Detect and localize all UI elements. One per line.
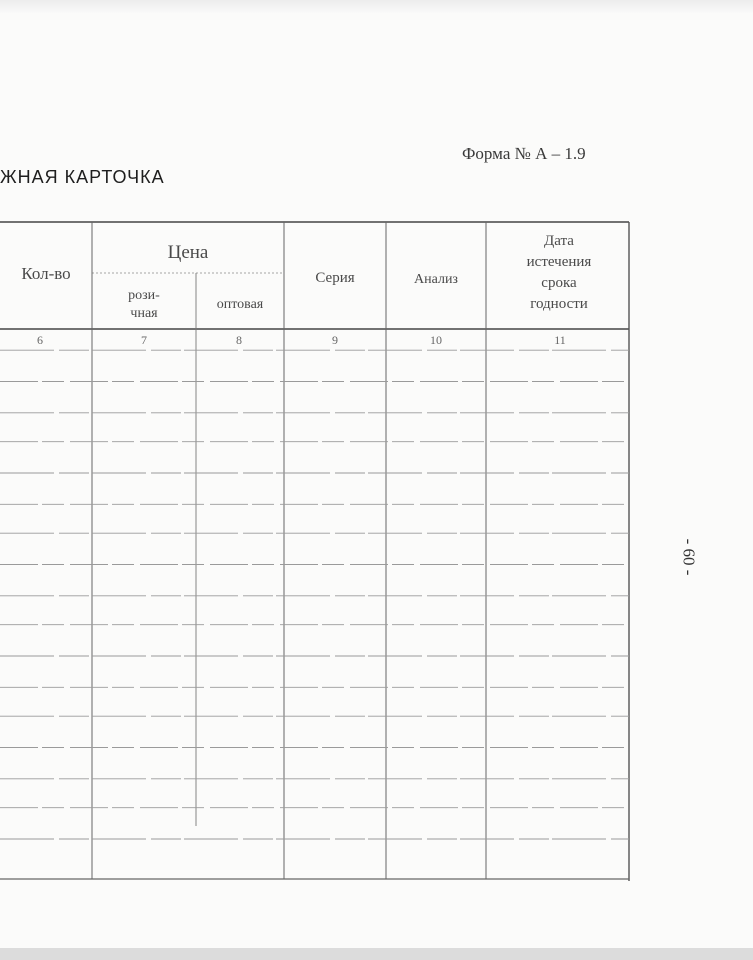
scan-bottom-edge bbox=[0, 948, 753, 960]
column-number-8: 8 bbox=[236, 333, 242, 347]
page-number-text: - 60 - bbox=[679, 538, 699, 576]
column-number-11: 11 bbox=[554, 333, 566, 347]
header-analysis: Анализ bbox=[414, 272, 458, 287]
page-number bbox=[676, 532, 700, 582]
header-quantity: Кол-во bbox=[21, 264, 71, 283]
header-price-wholesale: оптовая bbox=[216, 297, 264, 312]
header-expiry-date: Дата истечения срока годности bbox=[526, 233, 592, 312]
page-edge-shadow bbox=[0, 0, 753, 14]
ledger-table bbox=[0, 221, 632, 881]
column-number-6: 6 bbox=[37, 333, 43, 347]
column-number-7: 7 bbox=[141, 333, 147, 347]
header-price-retail: рози- чная bbox=[128, 288, 160, 321]
column-number-10: 10 bbox=[430, 333, 442, 347]
form-number: Форма № А – 1.9 bbox=[462, 144, 586, 163]
document-title: ЖНАЯ КАРТОЧКА bbox=[0, 167, 165, 187]
column-number-9: 9 bbox=[332, 333, 338, 347]
header-series: Серия bbox=[315, 270, 355, 286]
header-price: Цена bbox=[167, 242, 209, 263]
